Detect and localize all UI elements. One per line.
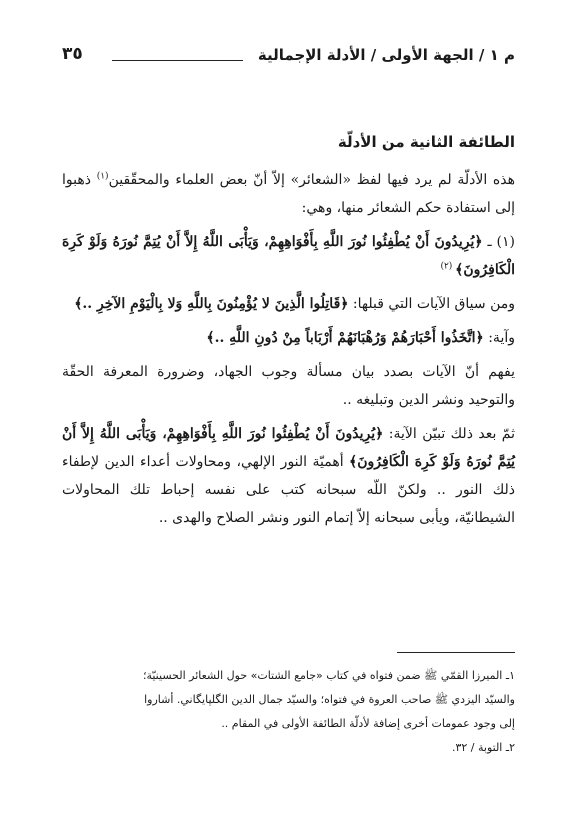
footnote-1-line-3: إلى وجود عمومات أخرى إضافة لأدلّة الطائفة الأولى في المقام .. [221, 717, 515, 730]
ayah-verse: ﴿اتَّخَذُوا أَحْبَارَهُمْ وَرُهْبَانَهُمْ أَرْبَاباً مِنْ دُونِ اللَّهِ ..﴾ [206, 330, 484, 346]
paragraph-1: يفهم أنّ الآيات بصدد بيان مسألة وجوب الجهاد، وضرورة المعرفة الحقّة والتوحيد ونشر الدين وتبليغه .. [62, 364, 515, 408]
item-1-prefix: (١) ـ [482, 234, 516, 250]
paragraph-2-rest: أهميّة النور الإلهي، ومحاولات أعداء الدين لإطفاء ذلك النور .. ولكنّ اللّه سبحانه كتب على نفسه إحباط تلك المحاولات الشيطانيّة، ويأبى سبحانه إلاّ إتمام النور ونشر الصلاح والهدى .. [62, 454, 515, 526]
footnote-1-line-1: ١ـ الميرزا القمّي ﷺ ضمن فتواه في كتاب «جامع الشتات» حول الشعائر الحسينيّة؛ [142, 669, 515, 682]
page-number: ٣٥ [62, 44, 83, 64]
footnote-2: ٢ـ التوبة / ٣٢. [451, 741, 515, 754]
footnote-1-line-2: والسيّد اليزدي ﷺ صاحب العروة في فتواه؛ والسيّد جمال الدين الگلپايگاني. أشاروا [144, 693, 515, 706]
paragraph-2-verse: ﴿يُرِيدُونَ أَنْ يُطْفِئُوا نُورَ اللَّهِ بِأَفْوَاهِهِمْ، وَيَأْبَى اللَّهُ إِلاَّ أَنْ يُتِمَّ نُورَهُ وَلَوْ كَرِهَ الْكَافِرُونَ﴾ [62, 426, 515, 470]
footnotes [62, 664, 515, 760]
running-header-title: م ١ / الجهة الأولى / الأدلة الإجمالية [257, 46, 515, 64]
item-1 [62, 228, 515, 284]
footnote-ref-2: (٢) [440, 261, 456, 272]
context-paragraph [62, 290, 515, 318]
section-heading: الطائفة الثانية من الأدلّة [337, 133, 515, 151]
intro-paragraph [62, 166, 515, 222]
context-verse: ﴿قَاتِلُوا الَّذِينَ لا يُؤْمِنُونَ بِاللَّهِ وَلا بِالْيَوْمِ الآخِرِ ..﴾ [74, 296, 349, 312]
intro-tail: ذهبوا إلى استفادة حكم الشعائر منها، وهي: [62, 172, 515, 216]
item-1-verse: ﴿يُرِيدُونَ أَنْ يُطْفِئُوا نُورَ اللَّهِ بِأَفْوَاهِهِمْ، وَيَأْبَى اللَّهُ إِلاَّ أَنْ يُتِمَّ نُورَهُ وَلَوْ كَرِهَ الْكَافِرُونَ﴾ [62, 234, 515, 278]
paragraph-2 [62, 420, 515, 532]
ayah-paragraph [62, 324, 515, 352]
intro-text: هذه الأدلّة لم يرد فيها لفظ «الشعائر» إلاّ أنّ بعض العلماء والمحقّقين [108, 172, 515, 188]
paragraph-2-prefix: ثمّ بعد ذلك تبيّن الآية: [383, 426, 515, 442]
running-header [62, 46, 515, 70]
header-rule [112, 60, 243, 61]
footnote-rule [397, 652, 515, 653]
footnote-ref-1: (١) [96, 171, 109, 182]
ayah-prefix: وآية: [483, 330, 515, 346]
context-prefix: ومن سياق الآيات التي قبلها: [348, 296, 515, 312]
main-text [62, 128, 515, 538]
